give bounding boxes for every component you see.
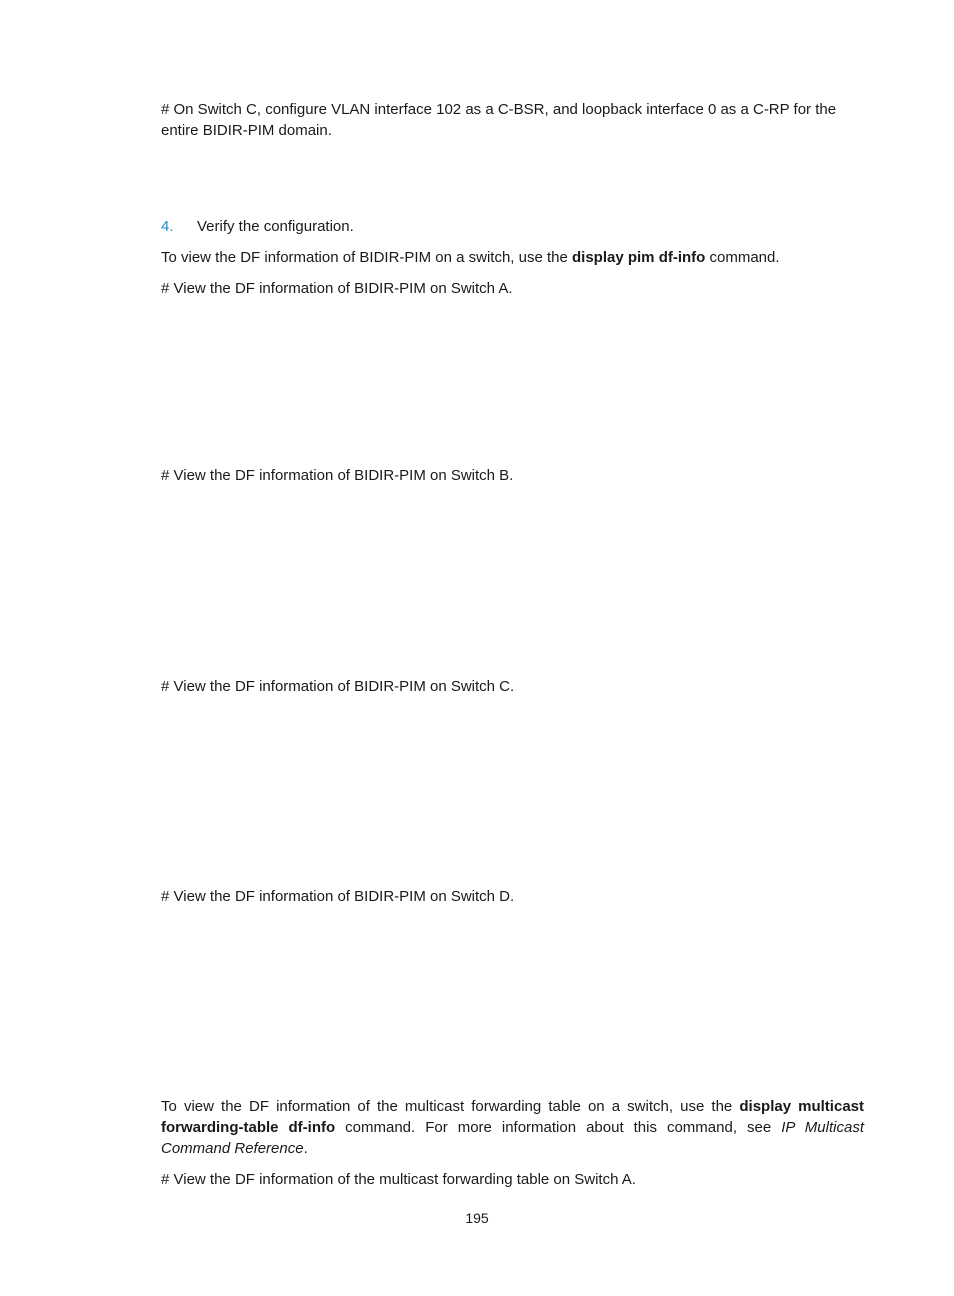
mfib-middle: command. For more information about this command, see [335,1119,782,1136]
switch-a-heading: # View the DF information of BIDIR-PIM on Switch A. [161,280,513,297]
mfib-switch-a-heading: # View the DF information of the multicast forwarding table on Switch A. [161,1171,636,1188]
df-info-prefix: To view the DF information of BIDIR-PIM on a switch, use the [161,249,572,266]
switch-b-heading: # View the DF information of BIDIR-PIM on Switch B. [161,467,514,484]
intro-paragraph: # On Switch C, configure VLAN interface 102 as a C-BSR, and loopback interface 0 as a C-RP for the entire BIDIR-PIM domain. [161,101,837,139]
mfib-prefix: To view the DF information of the multicast forwarding table on a switch, use the [161,1098,740,1115]
step-label: Verify the configuration. [197,218,354,235]
df-info-paragraph [161,247,864,268]
switch-d-heading: # View the DF information of BIDIR-PIM on Switch D. [161,888,515,905]
df-info-suffix: command. [705,249,780,266]
mfib-paragraph [161,1096,864,1159]
switch-c-heading: # View the DF information of BIDIR-PIM on Switch C. [161,678,515,695]
page-number: 195 [465,1210,489,1226]
display-multicast-command: display multicast forwarding-table df-info [161,1098,864,1136]
mfib-suffix: . [303,1140,308,1157]
command-reference-title: IP Multicast Command Reference [161,1119,864,1157]
step-number: 4. [161,218,174,235]
display-pim-df-info-command: display pim df-info [572,249,706,266]
